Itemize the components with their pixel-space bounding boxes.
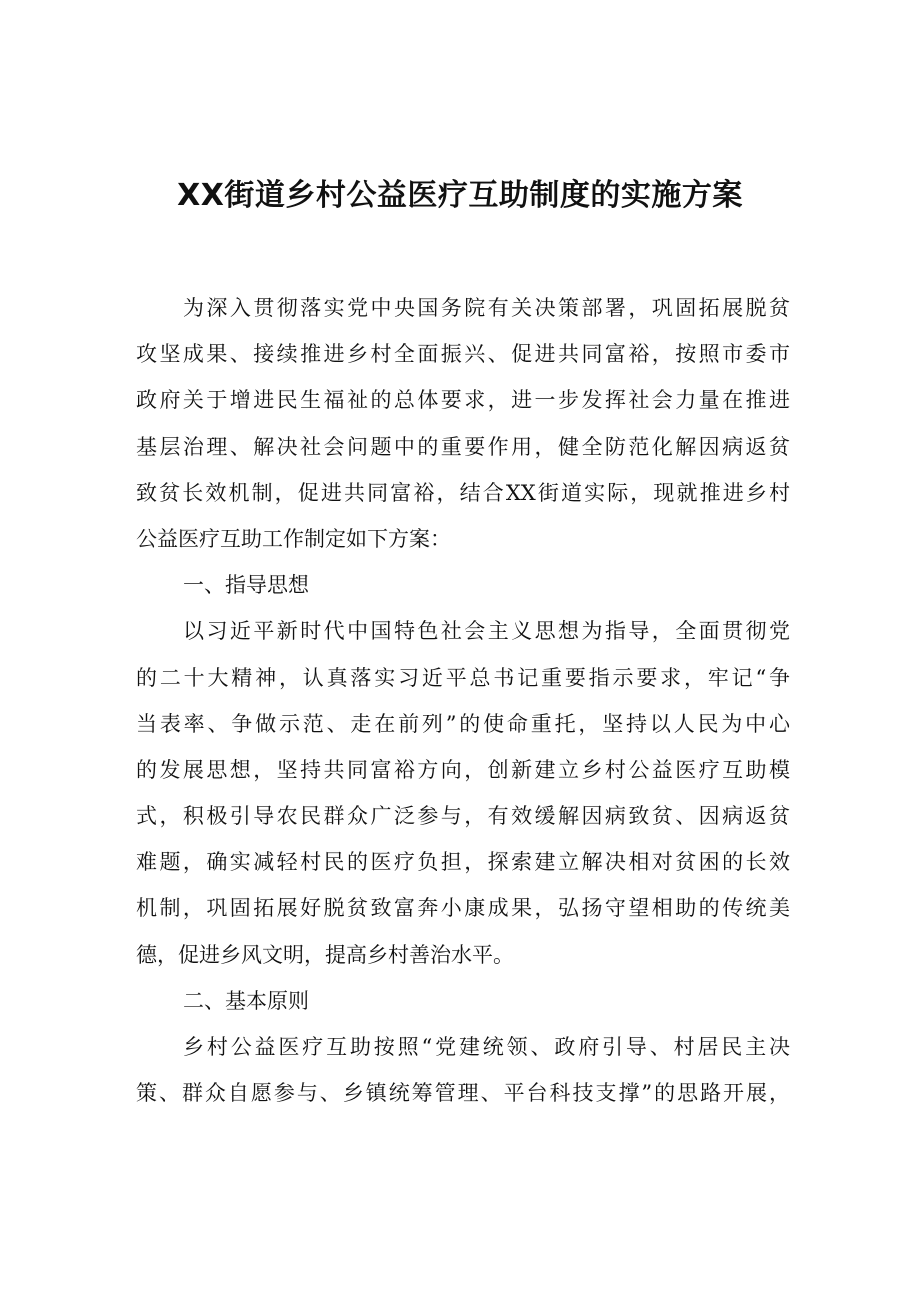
paragraph-line: 机制，巩固拓展好脱贫致富奔小康成果，弘扬守望相助的传统美: [136, 896, 790, 921]
paragraph-line: 式，积极引导农民群众广泛参与，有效缓解因病致贫、因病返贫: [136, 804, 790, 829]
paragraph-line: 的二十大精神，认真落实习近平总书记重要指示要求，牢记“争: [136, 665, 790, 690]
paragraph-line: 攻坚成果、接续推进乡村全面振兴、促进共同富裕，按照市委市: [136, 342, 790, 367]
paragraph-line: 基层治理、解决社会问题中的重要作用，健全防范化解因病返贫: [136, 434, 790, 459]
document-title: XX街道乡村公益医疗互助制度的实施方案: [177, 178, 743, 213]
paragraph-line: 为深入贯彻落实党中央国务院有关决策部署，巩固拓展脱贫: [183, 296, 790, 320]
paragraph-line: 当表率、争做示范、走在前列”的使命重托，坚持以人民为中心: [136, 711, 790, 736]
paragraph-line: 德，促进乡风文明，提高乡村善治水平。: [136, 942, 514, 967]
section-heading: 二、基本原则: [183, 988, 309, 1013]
paragraph-line: 乡村公益医疗互助按照“党建统领、政府引导、村居民主决: [183, 1035, 790, 1059]
paragraph-line: 致贫长效机制，促进共同富裕，结合XX街道实际，现就推进乡村: [136, 480, 790, 505]
paragraph-line: 以习近平新时代中国特色社会主义思想为指导，全面贯彻党: [183, 619, 790, 644]
paragraph-line: 公益医疗互助工作制定如下方案：: [136, 526, 451, 551]
paragraph-line: 政府关于增进民生福祉的总体要求，进一步发挥社会力量在推进: [136, 388, 790, 413]
section-heading: 一、指导思想: [183, 573, 309, 598]
paragraph-line: 的发展思想，坚持共同富裕方向，创新建立乡村公益医疗互助模: [136, 757, 790, 782]
paragraph-line: 难题，确实减轻村民的医疗负担，探索建立解决相对贫困的长效: [136, 850, 790, 875]
document-body: [136, 285, 790, 1116]
paragraph-line: 策、群众自愿参与、乡镇统筹管理、平台科技支撑”的思路开展，: [136, 1081, 790, 1106]
